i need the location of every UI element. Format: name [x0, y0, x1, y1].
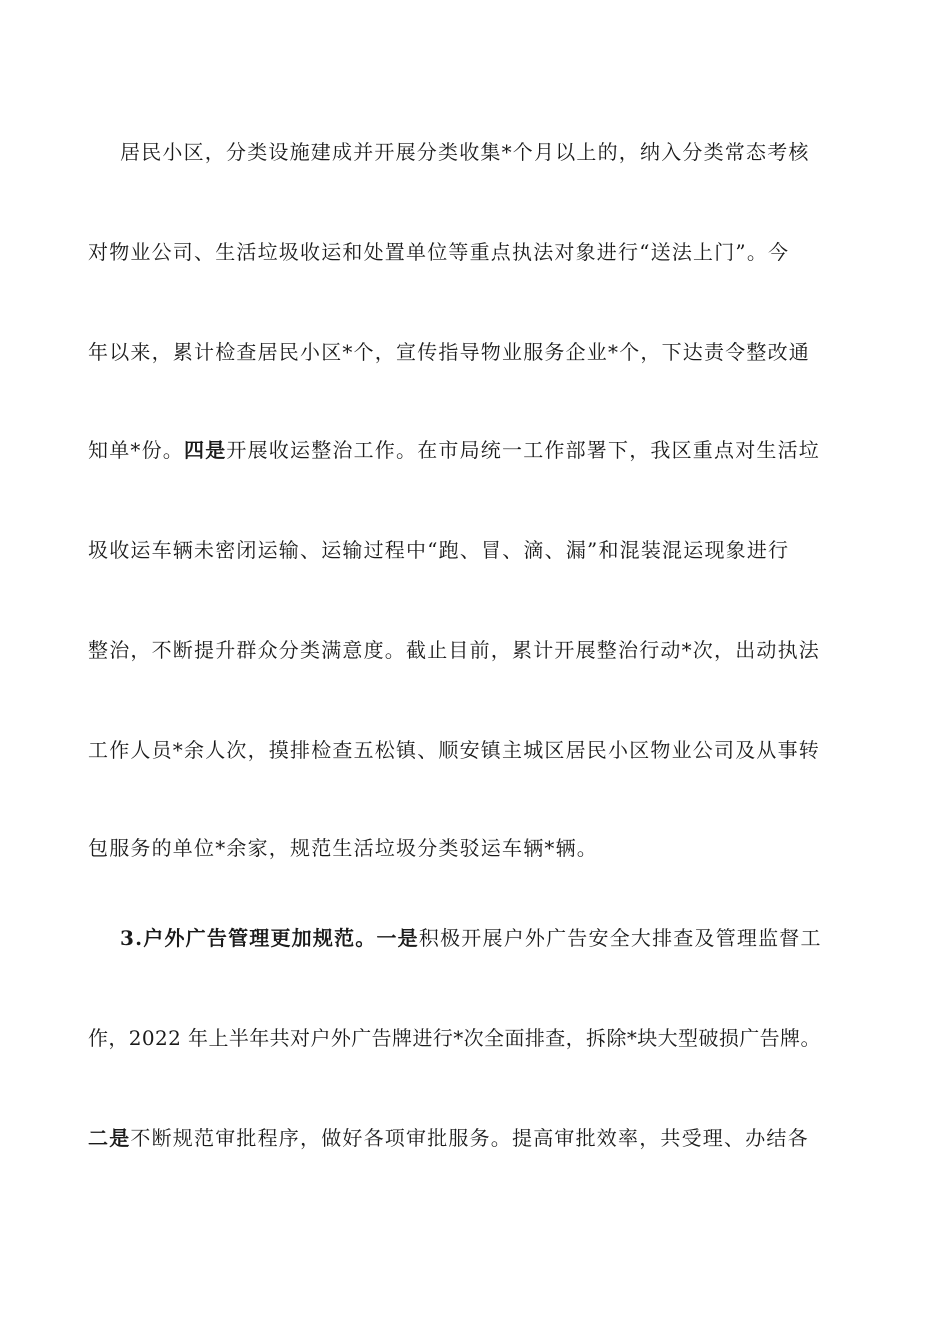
paragraph-line-5: 圾收运车辆未密闭运输、运输过程中“跑、冒、滴、漏”和混装混运现象进行 — [88, 538, 790, 562]
line-4-text-end: 开展收运整治工作。在市局统一工作部署下，我区重点对生活垃 — [226, 438, 821, 462]
paragraph-line-6: 整治，不断提升群众分类满意度。截止目前，累计开展整治行动*次，出动执法 — [88, 638, 820, 662]
paragraph-line-11 — [88, 1124, 878, 1152]
section-heading-text: 积极开展户外广告安全大排查及管理监督工 — [418, 926, 822, 950]
line-4-bold-label: 四是 — [184, 438, 227, 462]
line-11-bold-label: 二是 — [88, 1126, 131, 1150]
section-heading-line — [120, 924, 910, 952]
paragraph-line-1: 居民小区，分类设施建成并开展分类收集*个月以上的，纳入分类常态考核 — [120, 140, 810, 164]
paragraph-line-2: 对物业公司、生活垃圾收运和处置单位等重点执法对象进行“送法上门”。今 — [88, 240, 790, 264]
paragraph-line-4 — [88, 436, 878, 464]
paragraph-line-10: 作，2022 年上半年共对户外广告牌进行*次全面排查，拆除*块大型破损广告牌。 — [88, 1026, 821, 1050]
line-4-text-start: 知单*份。 — [88, 438, 184, 462]
section-heading-bold: 3.户外广告管理更加规范。一是 — [120, 926, 419, 950]
line-11-text: 不断规范审批程序，做好各项审批服务。提高审批效率，共受理、办结各 — [130, 1126, 809, 1150]
paragraph-line-7: 工作人员*余人次，摸排检查五松镇、顺安镇主城区居民小区物业公司及从事转 — [88, 738, 820, 762]
paragraph-line-3: 年以来，累计检查居民小区*个，宣传指导物业服务企业*个，下达责令整改通 — [88, 340, 810, 364]
paragraph-line-8: 包服务的单位*余家，规范生活垃圾分类驳运车辆*辆。 — [88, 836, 598, 860]
